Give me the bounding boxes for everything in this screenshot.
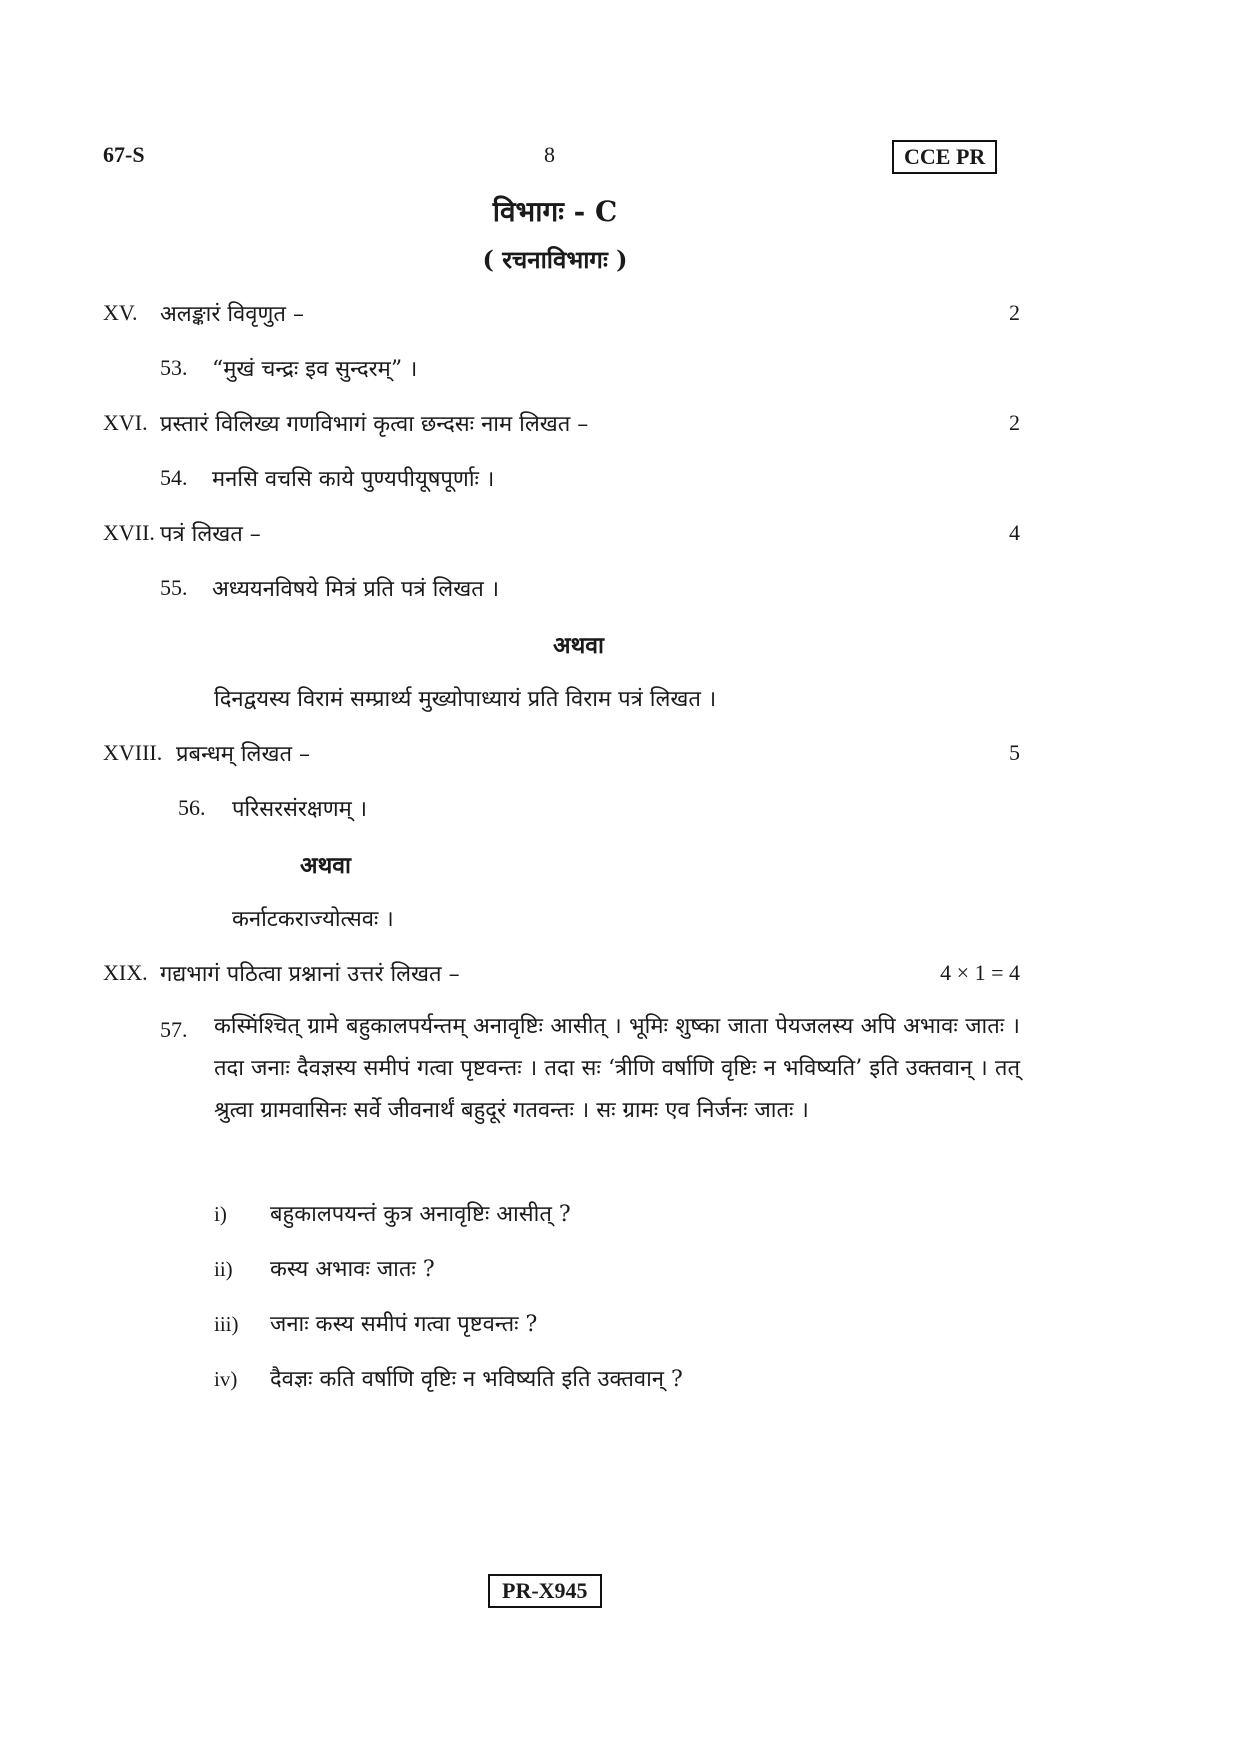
or-label-2: अथवा: [300, 852, 352, 879]
question-number-56: 56.: [178, 795, 206, 820]
question-text-53: “मुखं चन्द्रः इव सुन्दरम्” ।: [212, 357, 418, 382]
subquestion-number: iv): [214, 1367, 238, 1391]
question-text-xv: अलङ्कारं विवृणुत –: [160, 302, 304, 327]
subquestion-text: कस्य अभावः जातः ?: [270, 1257, 435, 1282]
question-number-57: 57.: [160, 1017, 188, 1042]
question-number-54: 54.: [160, 465, 188, 490]
question-text-56: परिसरसंरक्षणम् ।: [232, 797, 368, 822]
question-number-55: 55.: [160, 575, 188, 600]
question-number-xv: XV.: [103, 300, 138, 325]
question-text-xviii: प्रबन्धम् लिखत –: [176, 742, 310, 767]
marks-xviii: 5: [1009, 740, 1020, 765]
question-number-xvii: XVII.: [103, 520, 155, 545]
subquestion-number: iii): [214, 1312, 239, 1336]
question-text-55: अध्ययनविषये मित्रं प्रति पत्रं लिखत ।: [212, 577, 500, 602]
marks-xix: 4 × 1 = 4: [940, 960, 1020, 985]
subquestion-text: दैवज्ञः कति वर्षाणि वृष्टिः न भविष्यति इति उक्तवान् ?: [270, 1367, 683, 1392]
marks-xvii: 4: [1009, 520, 1020, 545]
section-title: विभागः - C: [492, 195, 618, 228]
question-text-56-alt: कर्नाटकराज्योत्सवः ।: [232, 907, 394, 932]
page-number: 8: [544, 142, 555, 167]
question-text-xvii: पत्रं लिखत –: [160, 522, 261, 547]
question-number-xvi: XVI.: [103, 410, 148, 435]
question-text-xvi: प्रस्तारं विलिख्य गणविभागं कृत्वा छन्दसः नाम लिखत –: [160, 412, 589, 437]
question-text-54: मनसि वचसि काये पुण्यपीयूषपूर्णाः ।: [212, 467, 495, 492]
or-label-1: अथवा: [553, 632, 605, 659]
passage-57: कस्मिंश्चित् ग्रामे बहुकालपर्यन्तम् अनावृष्टिः आसीत् । भूमिः शुष्का जाता पेयजलस्य अपि अभावः जातः । तदा जनाः दैवज्ञस्य समीपं गत्वा पृष्टवन्तः । तदा सः ‘त्रीणि वर्षाणि वृष्टिः न भविष्यति’ इति उक्तवान् । तत् श्रुत्वा ग्रामवासिनः सर्वे जीवनार्थं बहुदूरं गतवन्तः । सः ग्रामः एव निर्जनः जातः ।: [214, 1014, 1020, 1123]
subquestion-number: i): [214, 1202, 227, 1226]
question-number-53: 53.: [160, 355, 188, 380]
question-number-xix: XIX.: [103, 960, 148, 985]
marks-xv: 2: [1009, 300, 1020, 325]
question-number-xviii: XVIII.: [103, 740, 163, 765]
subquestion-text: बहुकालपयन्तं कुत्र अनावृष्टिः आसीत् ?: [270, 1202, 571, 1227]
exam-code-box: CCE PR: [892, 140, 997, 174]
footer-code-box: PR-X945: [488, 1574, 602, 1608]
question-text-xix: गद्यभागं पठित्वा प्रश्नानां उत्तरं लिखत –: [160, 962, 460, 987]
subquestion-number: ii): [214, 1257, 233, 1281]
subquestion-text: जनाः कस्य समीपं गत्वा पृष्टवन्तः ?: [270, 1312, 538, 1337]
question-text-55-alt: दिनद्वयस्य विरामं सम्प्रार्थ्य मुख्योपाध्यायं प्रति विराम पत्रं लिखत ।: [214, 687, 717, 712]
paper-code: 67-S: [103, 142, 145, 167]
section-subtitle: ( रचनाविभागः ): [482, 245, 628, 274]
marks-xvi: 2: [1009, 410, 1020, 435]
